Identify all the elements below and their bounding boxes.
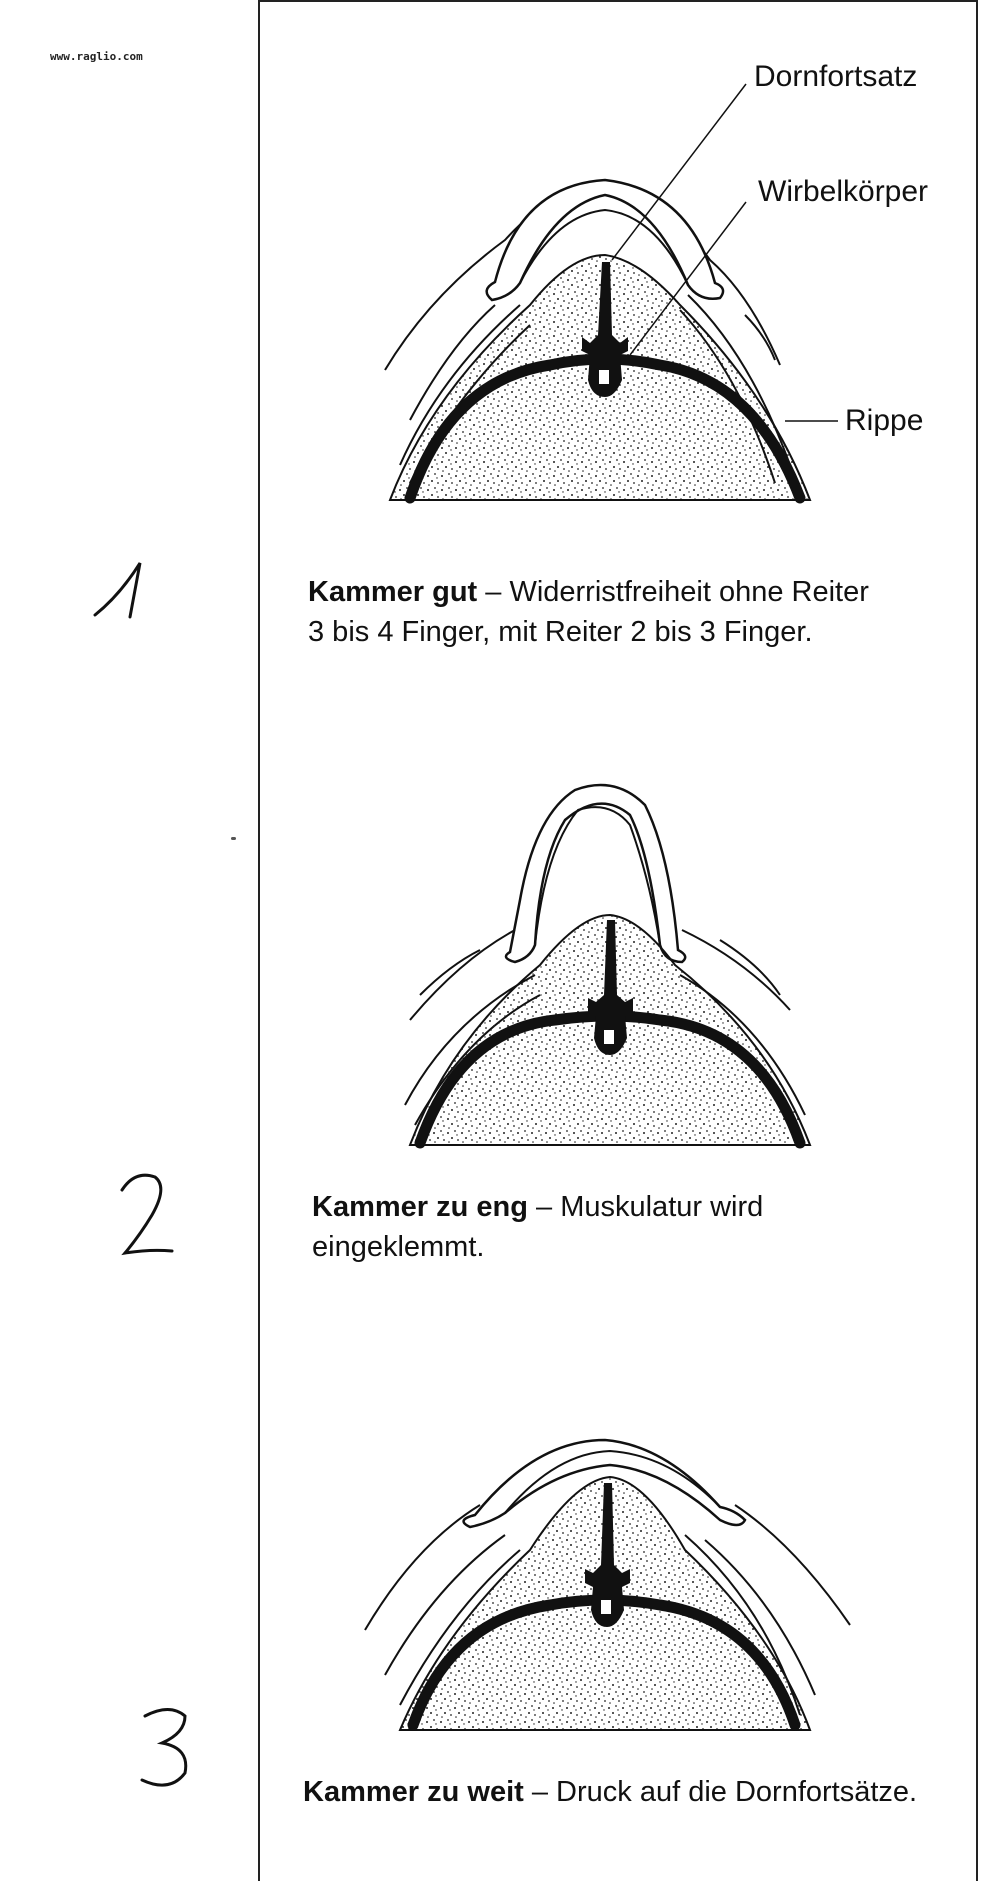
label-spinous-process: Dornfortsatz <box>754 60 918 93</box>
label-vertebral-body: Wirbelkörper <box>758 175 929 208</box>
caption-line-1: Widerristfreiheit ohne Reiter <box>509 576 869 608</box>
caption-bold: Kammer gut <box>308 576 478 608</box>
scan-speck <box>231 837 236 840</box>
handwritten-number-1 <box>85 555 165 655</box>
panel-border-right <box>976 0 978 1881</box>
label-rib: Rippe <box>845 404 924 437</box>
watermark-text: www.raglio.com <box>50 50 143 63</box>
caption-panel-3 <box>303 1772 973 1812</box>
caption-dash: – <box>523 1776 557 1808</box>
caption-bold: Kammer zu eng <box>312 1191 528 1223</box>
caption-line-2: eingeklemmt. <box>312 1231 485 1263</box>
caption-dash: – <box>527 1191 561 1223</box>
handwritten-number-2 <box>110 1165 190 1265</box>
caption-bold: Kammer zu weit <box>303 1776 524 1808</box>
panel-border-top <box>258 0 978 2</box>
panel-border-left <box>258 0 260 1881</box>
caption-dash: – <box>477 576 510 608</box>
figure-saddle-too-narrow <box>390 780 830 1150</box>
handwritten-number-3 <box>130 1698 210 1798</box>
caption-panel-1 <box>308 572 968 652</box>
caption-line-1: Druck auf die Dornfortsätze. <box>556 1776 918 1808</box>
caption-panel-2 <box>312 1187 972 1267</box>
caption-line-2: 3 bis 4 Finger, mit Reiter 2 bis 3 Finger. <box>308 616 813 648</box>
pointer-lines <box>600 70 920 440</box>
caption-line-1: Muskulatur wird <box>560 1191 764 1223</box>
figure-saddle-too-wide <box>355 1425 855 1735</box>
